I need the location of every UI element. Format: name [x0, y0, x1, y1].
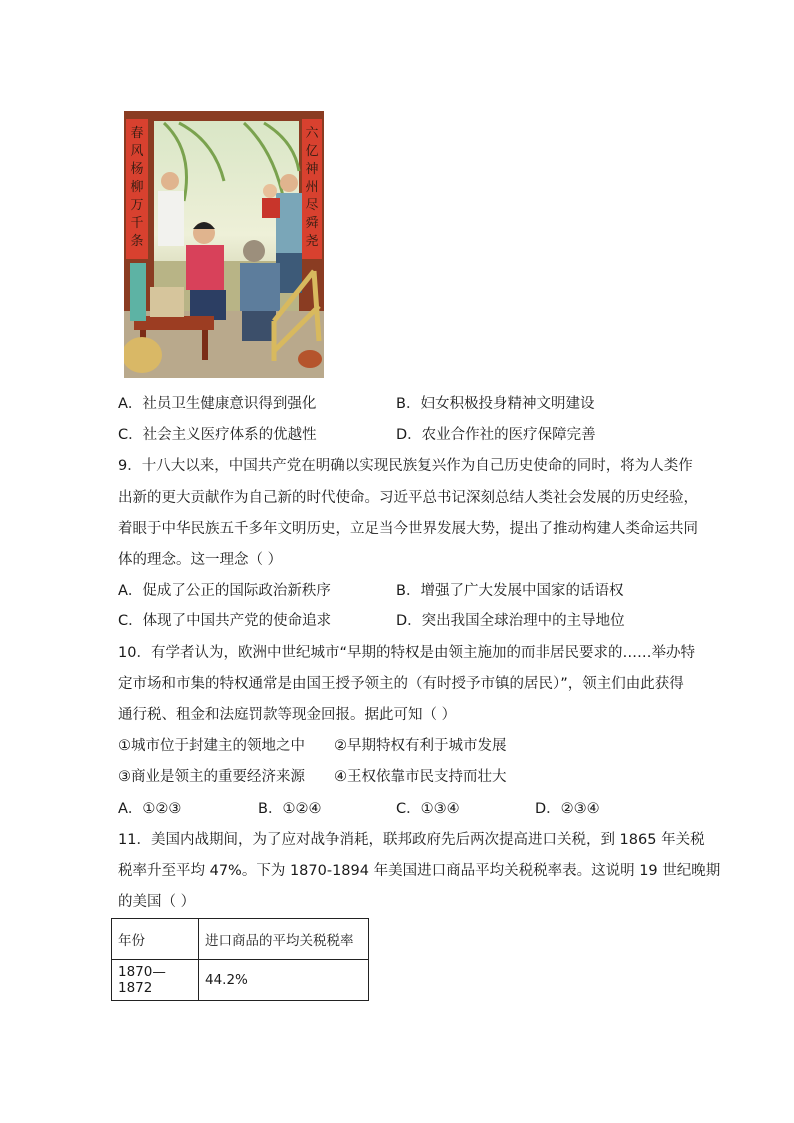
couplet-right-text [305, 126, 319, 249]
couplet-left-char: 条 [130, 234, 144, 249]
thermos [130, 263, 146, 321]
q9-line-4: 体的理念。这一理念（ ） [118, 552, 283, 568]
q10-statement-3: ③商业是领主的重要经济来源 [118, 769, 305, 785]
woman-head [280, 174, 298, 192]
table-header-rate: 进口商品的平均关税税率 [199, 919, 369, 960]
medicine-box [150, 287, 184, 317]
couplet-right-char: 亿 [305, 144, 319, 159]
couplet-left-char: 杨 [130, 162, 144, 177]
q10-option-c: C．①③④ [396, 801, 460, 817]
q10-statement-1: ①城市位于封建主的领地之中 [118, 738, 305, 754]
couplet-left-char: 柳 [130, 180, 144, 195]
couplet-left-char: 千 [130, 216, 144, 231]
couplet-left-char: 风 [130, 144, 144, 159]
couplet-right-char: 尽 [305, 198, 319, 213]
q9-line-1: 9．十八大以来，中国共产党在明确以实现民族复兴作为自己历史使命的同时，将为人类作 [118, 458, 693, 474]
q10-line-2: 定市场和市集的特权通常是由国王授予领主的（有时授予市镇的居民）”，领主们由此获得 [118, 676, 684, 692]
q11-line-1: 11．美国内战期间，为了应对战争消耗，联邦政府先后两次提高进口关税，到 1865 年关税 [118, 832, 705, 848]
q10-line-3: 通行税、租金和法庭罚款等现金回报。据此可知（ ） [118, 707, 457, 723]
q10-option-d: D．②③④ [535, 801, 600, 817]
couplet-right-char: 神 [305, 162, 319, 177]
poster-illustration [124, 111, 324, 378]
doctor-legs [190, 290, 226, 320]
couplet-left-char: 春 [130, 126, 144, 141]
q8-option-a: A．社员卫生健康意识得到强化 [118, 396, 317, 412]
q10-statement-2: ②早期特权有利于城市发展 [334, 738, 507, 754]
couplet-right-char: 尧 [305, 234, 319, 249]
old-woman-legs [242, 311, 276, 341]
table-cell-year: 1870—1872 [112, 960, 199, 1001]
baby-head [263, 184, 277, 198]
q11-line-3: 的美国（ ） [118, 894, 196, 910]
doctor-body [186, 245, 224, 290]
couplet-left-text [130, 126, 143, 249]
q10-option-a: A．①②③ [118, 801, 182, 817]
q9-option-d: D．突出我国全球治理中的主导地位 [396, 613, 625, 629]
q9-line-2: 出新的更大贡献作为自己新的时代使命。习近平总书记深刻总结人类社会发展的历史经验， [118, 490, 698, 506]
q9-option-a: A．促成了公正的国际政治新秩序 [118, 583, 331, 599]
table-row [112, 960, 369, 1001]
baby-body [262, 198, 280, 218]
couplet-right-char: 六 [305, 126, 319, 141]
q9-option-c: C．体现了中国共产党的使命追求 [118, 613, 332, 629]
couplet-right-char: 舜 [305, 216, 319, 231]
table-header-row [112, 919, 369, 960]
couplet-left-char: 万 [130, 198, 144, 213]
q10-option-b: B．①②④ [258, 801, 322, 817]
man-head [161, 172, 179, 190]
q9-line-3: 着眼于中华民族五千多年文明历史，立足当今世界发展大势，提出了推动构建人类命运共同 [118, 521, 698, 537]
q10-line-1: 10．有学者认为，欧洲中世纪城市“早期的特权是由领主施加的而非居民要求的……举办特 [118, 645, 695, 661]
tariff-table [111, 918, 369, 1001]
q8-option-c: C．社会主义医疗体系的优越性 [118, 427, 317, 443]
bench-leg-2 [202, 330, 208, 360]
table-cell-rate: 44.2% [199, 960, 369, 1001]
q11-line-2: 税率升至平均 47%。下为 1870-1894 年美国进口商品平均关税税率表。这说明 19 世纪晚期 [118, 863, 721, 879]
couplet-right-char: 州 [305, 180, 319, 195]
man-body [158, 191, 184, 246]
q10-statement-4: ④王权依靠市民支持而壮大 [334, 769, 507, 785]
table-header-year: 年份 [112, 919, 199, 960]
chicken [298, 350, 322, 368]
old-woman-head [243, 240, 265, 262]
q9-option-b: B．增强了广大发展中国家的话语权 [396, 583, 624, 599]
q8-option-d: D．农业合作社的医疗保障完善 [396, 427, 596, 443]
q8-option-b: B．妇女积极投身精神文明建设 [396, 396, 595, 412]
old-woman-body [240, 263, 280, 311]
